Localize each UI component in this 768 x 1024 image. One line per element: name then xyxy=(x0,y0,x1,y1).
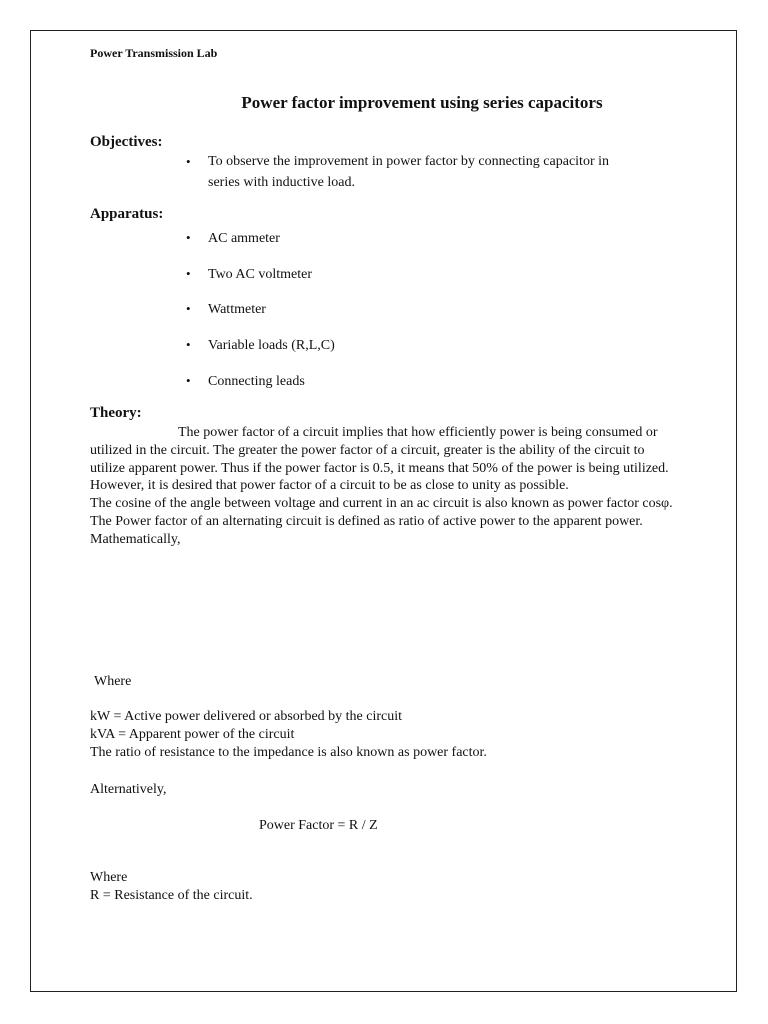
bullet-icon: • xyxy=(186,230,191,245)
apparatus-list-item xyxy=(186,370,305,392)
bullet-icon: • xyxy=(186,301,191,316)
theory-paragraph-2: The cosine of the angle between voltage and current in an ac circuit is also known as power factor cosφ. xyxy=(90,496,673,512)
apparatus-item-label: AC ammeter xyxy=(208,231,280,246)
document-title: Power factor improvement using series capacitors xyxy=(241,93,603,112)
objectives-heading: Objectives: xyxy=(90,134,163,150)
theory-body xyxy=(90,424,680,549)
where-label: Where xyxy=(94,674,132,689)
theory-paragraph-3: The Power factor of an alternating circuit is defined as ratio of active power to the apparent power. xyxy=(90,513,643,529)
bullet-icon: • xyxy=(186,154,191,169)
where-label-2: Where xyxy=(90,870,128,885)
resistance-definition: R = Resistance of the circuit. xyxy=(90,888,253,903)
kva-definition: kVA = Apparent power of the circuit xyxy=(90,727,295,742)
kw-definition: kW = Active power delivered or absorbed by the circuit xyxy=(90,709,403,724)
theory-heading: Theory: xyxy=(90,405,142,421)
apparatus-item-label: Wattmeter xyxy=(208,302,266,317)
alternatively-label: Alternatively, xyxy=(90,782,167,797)
theory-paragraph-1: The power factor of a circuit implies that how efficiently power is being consumed or utilized in the circuit. The greater the power factor of a circuit, greater is the ability of the circuit to utilize apparent power. Thus if the power factor is 0.5, it means that 50% of the power is being utilized. However, it is desired that power factor of a circuit to be as close to unity as possible. xyxy=(90,425,669,494)
objectives-list-item xyxy=(186,151,609,193)
bullet-icon: • xyxy=(186,266,191,281)
theory-paragraph-4: Mathematically, xyxy=(90,531,181,547)
apparatus-item-label: Variable loads (R,L,C) xyxy=(208,338,335,353)
apparatus-item-label: Two AC voltmeter xyxy=(208,267,313,282)
apparatus-list-item xyxy=(186,334,335,356)
objective-line-2: series with inductive load. xyxy=(208,175,355,190)
apparatus-list-item xyxy=(186,227,280,249)
ratio-statement: The ratio of resistance to the impedance is also known as power factor. xyxy=(90,745,487,760)
apparatus-heading: Apparatus: xyxy=(90,206,164,222)
bullet-icon: • xyxy=(186,373,191,388)
apparatus-item-label: Connecting leads xyxy=(208,374,305,389)
apparatus-list-item xyxy=(186,298,266,320)
apparatus-list-item xyxy=(186,263,312,285)
page-header-label: Power Transmission Lab xyxy=(90,46,218,60)
bullet-icon: • xyxy=(186,337,191,352)
theory-paragraph xyxy=(90,424,680,495)
objective-line-1: To observe the improvement in power factor by connecting capacitor in xyxy=(208,154,609,169)
power-factor-formula: Power Factor = R / Z xyxy=(259,818,378,833)
